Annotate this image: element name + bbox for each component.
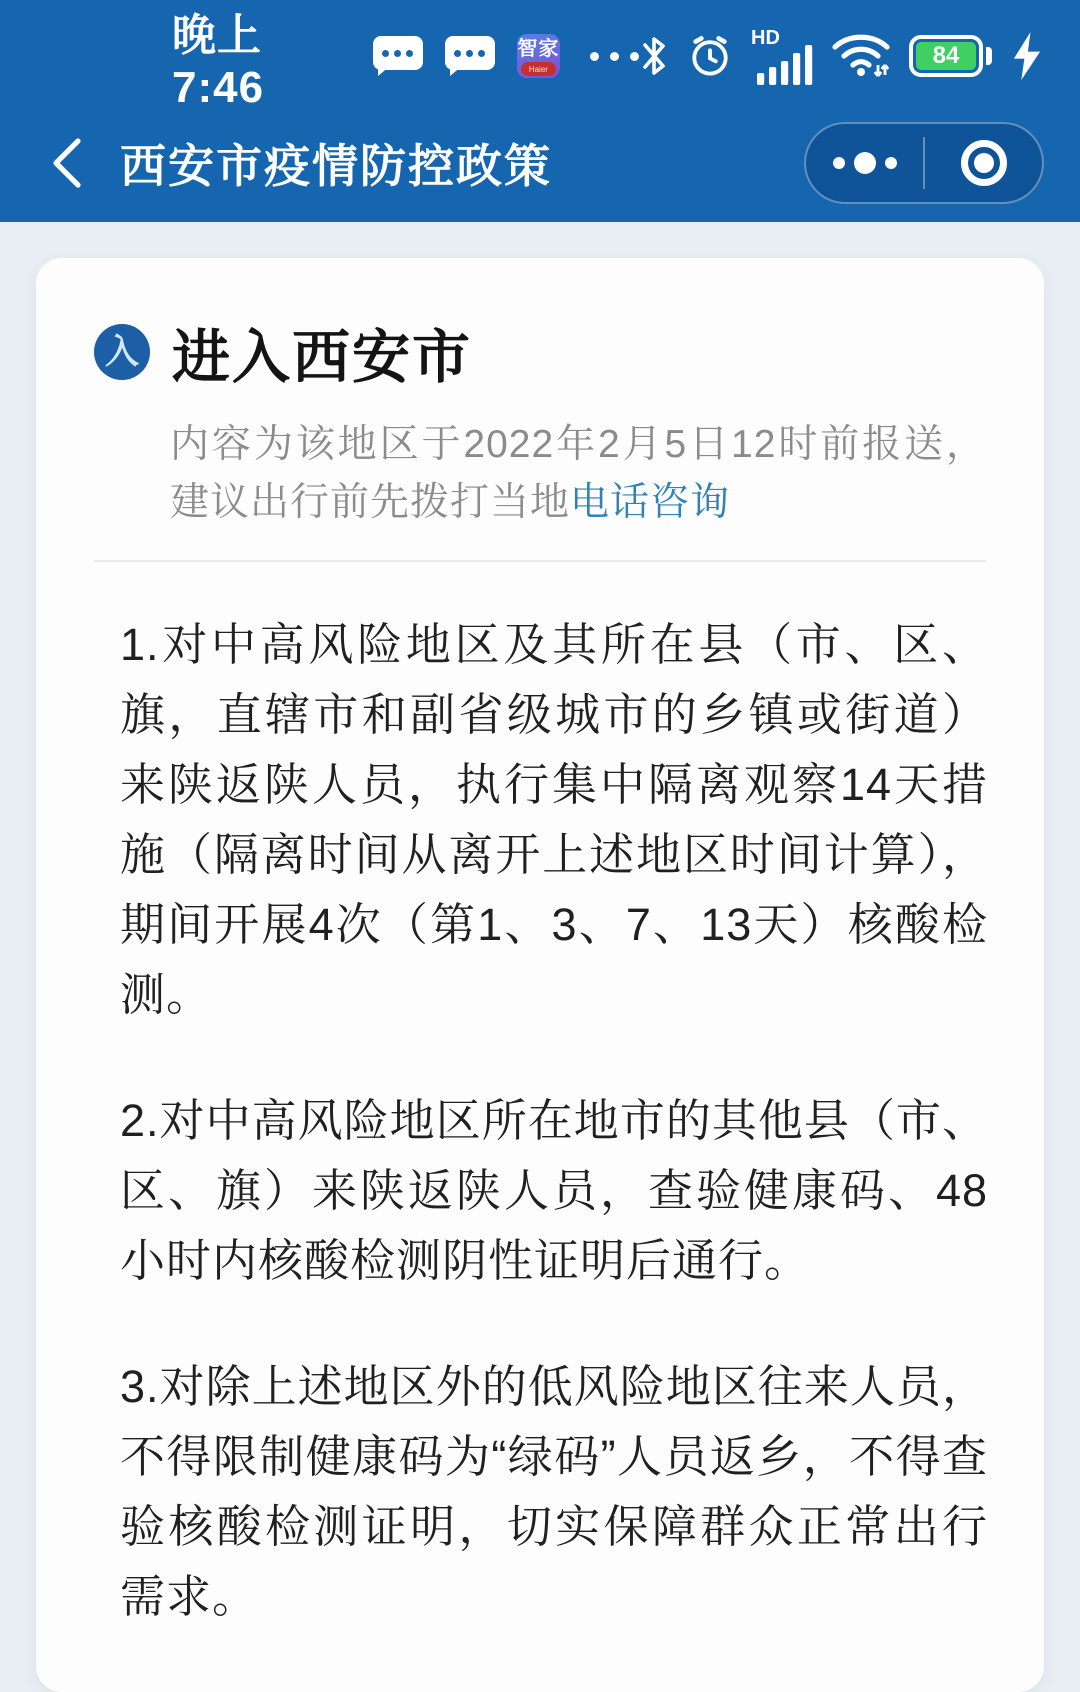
page-body (0, 222, 1080, 1692)
bluetooth-icon (639, 34, 669, 78)
card-header (94, 310, 986, 394)
close-miniprogram-button[interactable] (925, 124, 1042, 202)
clock-time: 晚上7:46 (172, 11, 265, 112)
top-blue-region (0, 0, 1080, 222)
page-title: 西安市疫情防控政策 (120, 140, 552, 192)
cellular-signal-icon: HD (751, 27, 813, 85)
wifi-icon (831, 31, 891, 81)
policy-paragraph-2: 2.对中高风险地区所在地市的其他县（市、区、旗）来陕返陕人员，查验健康码、48小时内核酸检测阴性证明后通行。 (120, 1095, 988, 1286)
status-bar-right (639, 27, 1044, 85)
back-chevron-icon (48, 135, 84, 191)
charging-bolt-icon (1010, 32, 1044, 80)
message-notification-icon (445, 36, 495, 76)
navigation-bar (0, 104, 1080, 222)
alarm-clock-icon (687, 33, 733, 79)
smart-home-app-icon: 智家 Haier (517, 34, 560, 78)
status-bar (0, 0, 1080, 112)
battery-indicator: 84 (909, 35, 992, 77)
miniprogram-capsule (804, 122, 1044, 204)
more-notifications-icon (590, 52, 639, 61)
enter-badge-icon: 入 (94, 324, 150, 380)
more-dots-icon (833, 152, 897, 174)
policy-paragraph-1: 1.对中高风险地区及其所在县（市、区、旗，直辖市和副省级城市的乡镇或街道）来陕返陕人员，执行集中隔离观察14天措施（隔离时间从离开上述地区时间计算），期间开展4次（第1、3、7、13天）核酸检测。 (120, 619, 988, 1020)
policy-card (36, 258, 1044, 1692)
back-button[interactable] (48, 138, 92, 188)
section-title: 进入西安市 (172, 325, 473, 390)
subtitle-text: 内容为该地区于2022年2月5日12时前报送，建议出行前先拨打当地 (170, 423, 986, 524)
report-subtitle (170, 416, 986, 532)
message-notification-icon (373, 36, 423, 76)
target-circle-icon (961, 140, 1007, 186)
status-bar-left (172, 0, 639, 113)
policy-paragraphs (120, 610, 988, 1632)
phone-consult-link[interactable]: 电话咨询 (570, 481, 731, 524)
more-options-button[interactable] (806, 124, 923, 202)
policy-paragraph-3: 3.对除上述地区外的低风险地区往来人员，不得限制健康码为“绿码”人员返乡，不得查验核酸检测证明，切实保障群众正常出行需求。 (120, 1361, 988, 1622)
header-divider (94, 560, 986, 562)
